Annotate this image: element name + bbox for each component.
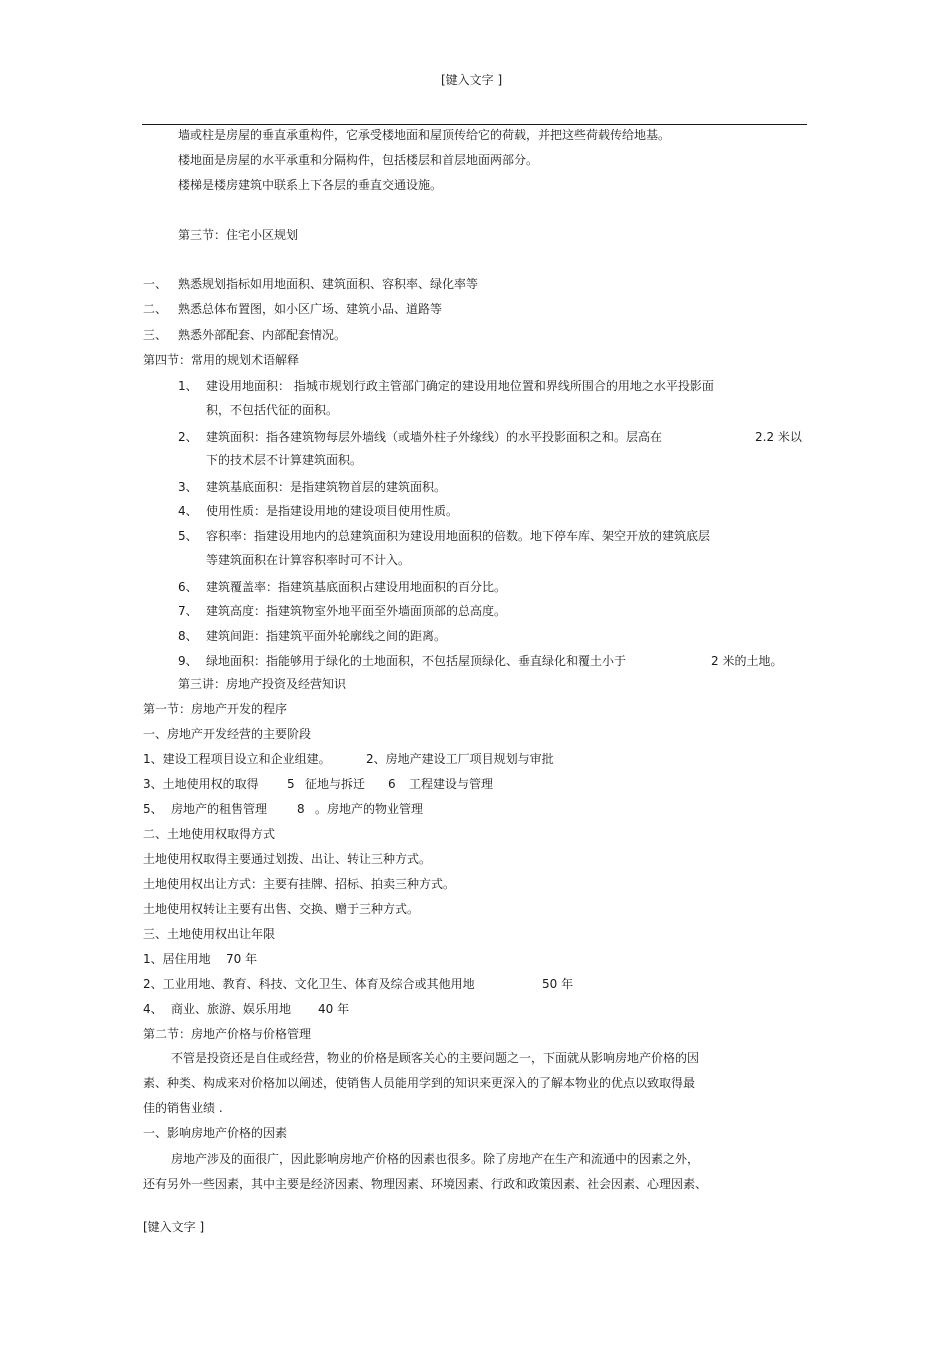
section-3-item-3: 熟悉外部配套、内部配套情况。 bbox=[178, 328, 347, 342]
term-2-line-2: 下的技术层不计算建筑面积。 bbox=[206, 453, 363, 467]
development-stages-title: 一、房地产开发经营的主要阶段 bbox=[143, 727, 312, 741]
land-term-3-years: 40 年 bbox=[318, 1002, 350, 1016]
price-paragraph-line-1: 不管是投资还是自住或经营，物业的价格是顾客关心的主要问题之一，下面就从影响房地产价格的因 bbox=[171, 1051, 700, 1065]
stage-row-3-c: 8 bbox=[297, 802, 305, 816]
land-term-3-number: 4、 bbox=[143, 1002, 163, 1016]
term-4-number: 4、 bbox=[178, 504, 198, 518]
factors-paragraph-line-2: 还有另外一些因素，其中主要是经济因素、物理因素、环境因素、行政和政策因素、社会因素、心理因素、 bbox=[143, 1177, 708, 1191]
land-acquisition-line-2: 土地使用权出让方式：主要有挂牌、招标、拍卖三种方式。 bbox=[143, 877, 456, 891]
term-5-line-1: 容积率：指建设用地内的总建筑面积为建设用地面积的倍数。地下停车库、架空开放的建筑底层 bbox=[206, 529, 711, 543]
stage-row-2-e: 工程建设与管理 bbox=[409, 777, 494, 791]
land-term-1-label: 1、居住用地 bbox=[143, 952, 211, 966]
intro-paragraph-1: 墙或柱是房屋的垂直承重构件，它承受楼地面和屋顶传给它的荷载，并把这些荷载传给地基。 bbox=[178, 128, 671, 142]
term-9-line-1: 绿地面积：指能够用于绿化的土地面积，不包括屋顶绿化、垂直绿化和覆土小于 bbox=[206, 654, 627, 668]
term-9-tail: 2 米的土地。 bbox=[711, 654, 783, 668]
land-term-title: 三、土地使用权出让年限 bbox=[143, 927, 276, 941]
section-3-item-3-number: 三、 bbox=[143, 328, 168, 342]
term-1-line-1: 建设用地面积： 指城市规划行政主管部门确定的建设用地位置和界线所围合的用地之水平投影面 bbox=[206, 379, 714, 393]
header-rule bbox=[142, 124, 807, 125]
land-term-1-years: 70 年 bbox=[226, 952, 258, 966]
term-2-line-1: 建筑面积：指各建筑物每层外墙线（或墙外柱子外缘线）的水平投影面积之和。层高在 bbox=[206, 430, 663, 444]
term-5-number: 5、 bbox=[178, 529, 198, 543]
term-6-number: 6、 bbox=[178, 580, 198, 594]
price-paragraph-line-3: 佳的销售业绩 . bbox=[143, 1101, 223, 1115]
land-term-2-years: 50 年 bbox=[542, 977, 574, 991]
section-3-item-2: 熟悉总体布置图，如小区广场、建筑小品、道路等 bbox=[178, 302, 443, 316]
land-acquisition-title: 二、土地使用权取得方式 bbox=[143, 827, 276, 841]
intro-paragraph-2: 楼地面是房屋的水平承重和分隔构件，包括楼层和首层地面两部分。 bbox=[178, 153, 539, 167]
section-3-item-1: 熟悉规划指标如用地面积、建筑面积、容积率、绿化率等 bbox=[178, 277, 479, 291]
page-header: [键入文字 ] bbox=[441, 73, 503, 87]
lecture-3-section-2-title: 第二节：房地产价格与价格管理 bbox=[143, 1027, 312, 1041]
term-7-line-1: 建筑高度：指建筑物室外地平面至外墙面顶部的总高度。 bbox=[206, 604, 507, 618]
stage-row-1-b: 2、房地产建设工厂项目规划与审批 bbox=[366, 752, 554, 766]
lecture-3-section-1-title: 第一节：房地产开发的程序 bbox=[143, 702, 288, 716]
term-7-number: 7、 bbox=[178, 604, 198, 618]
stage-row-3-a: 5、 bbox=[143, 802, 163, 816]
land-term-3-label: 商业、旅游、娱乐用地 bbox=[171, 1002, 292, 1016]
section-3-item-2-number: 二、 bbox=[143, 302, 168, 316]
land-term-2-label: 2、工业用地、教育、科技、文化卫生、体育及综合或其他用地 bbox=[143, 977, 475, 991]
term-1-number: 1、 bbox=[178, 379, 198, 393]
term-8-line-1: 建筑间距：指建筑平面外轮廓线之间的距离。 bbox=[206, 629, 447, 643]
stage-row-2-b: 5 bbox=[287, 777, 295, 791]
term-4-line-1: 使用性质：是指建设用地的建设项目使用性质。 bbox=[206, 504, 459, 518]
section-4-title: 第四节：常用的规划术语解释 bbox=[143, 353, 300, 367]
term-2-tail: 2.2 米以 bbox=[755, 430, 802, 444]
stage-row-2-c: 征地与拆迁 bbox=[305, 777, 366, 791]
section-3-title: 第三节：住宅小区规划 bbox=[178, 228, 299, 242]
stage-row-2-d: 6 bbox=[388, 777, 396, 791]
page-footer: [键入文字 ] bbox=[143, 1220, 205, 1234]
factors-paragraph-line-1: 房地产涉及的面很广，因此影响房地产价格的因素也很多。除了房地产在生产和流通中的因素之外， bbox=[171, 1152, 700, 1166]
term-6-line-1: 建筑覆盖率：指建筑基底面积占建设用地面积的百分比。 bbox=[206, 580, 507, 594]
lecture-3-title: 第三讲：房地产投资及经营知识 bbox=[178, 677, 347, 691]
land-acquisition-line-1: 土地使用权取得主要通过划拨、出让、转让三种方式。 bbox=[143, 852, 432, 866]
price-factors-title: 一、影响房地产价格的因素 bbox=[143, 1126, 288, 1140]
term-8-number: 8、 bbox=[178, 629, 198, 643]
section-3-item-1-number: 一、 bbox=[143, 277, 168, 291]
intro-paragraph-3: 楼梯是楼房建筑中联系上下各层的垂直交通设施。 bbox=[178, 178, 443, 192]
stage-row-3-d: 。房地产的物业管理 bbox=[315, 802, 424, 816]
term-3-line-1: 建筑基底面积：是指建筑物首层的建筑面积。 bbox=[206, 480, 447, 494]
term-9-number: 9、 bbox=[178, 654, 198, 668]
term-2-number: 2、 bbox=[178, 430, 198, 444]
term-5-line-2: 等建筑面积在计算容积率时可不计入。 bbox=[206, 553, 411, 567]
term-3-number: 3、 bbox=[178, 480, 198, 494]
stage-row-1-a: 1、建设工程项目设立和企业组建。 bbox=[143, 752, 331, 766]
price-paragraph-line-2: 素、种类、构成来对价格加以阐述，使销售人员能用学到的知识来更深入的了解本物业的优点以致取得最 bbox=[143, 1076, 696, 1090]
term-1-line-2: 积，不包括代征的面积。 bbox=[206, 403, 339, 417]
stage-row-3-b: 房地产的租售管理 bbox=[171, 802, 268, 816]
land-acquisition-line-3: 土地使用权转让主要有出售、交换、赠于三种方式。 bbox=[143, 902, 420, 916]
stage-row-2-a: 3、土地使用权的取得 bbox=[143, 777, 259, 791]
